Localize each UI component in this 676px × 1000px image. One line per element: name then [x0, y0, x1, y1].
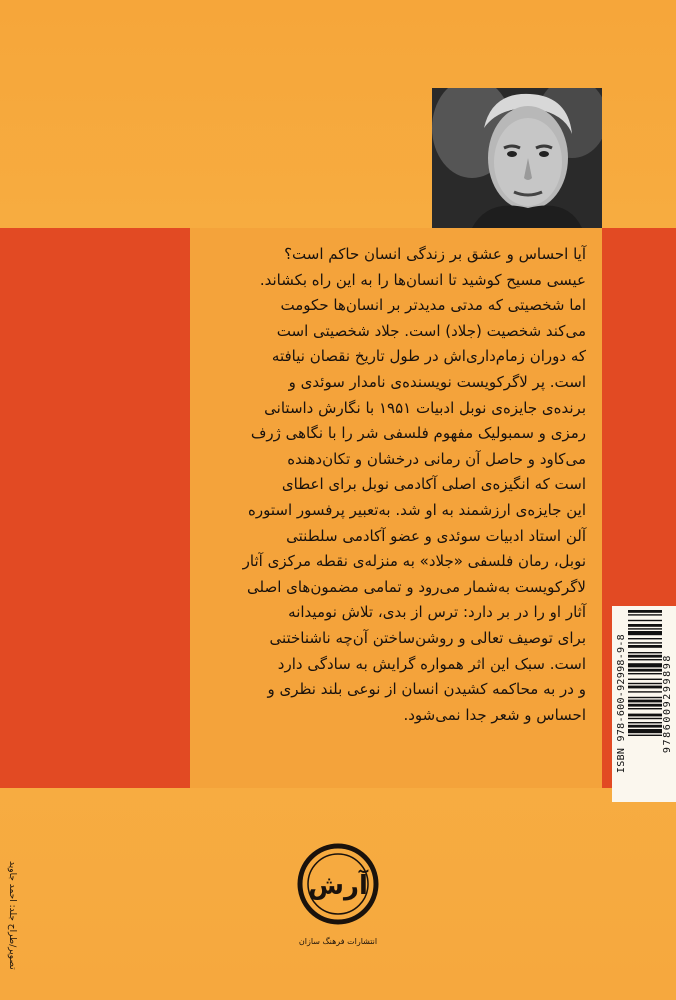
blurb-line: می‌کند شخصیت (جلاد) است. جلاد شخصیتی است [276, 321, 586, 340]
barcode-bar [628, 669, 662, 672]
barcode-bar [628, 691, 662, 692]
barcode-bar [628, 631, 662, 635]
barcode-bar [628, 642, 662, 643]
barcode-bar [628, 673, 662, 674]
text-panel [190, 228, 602, 788]
blurb-line: آثار او را در بر دارد: ترس از بدی، تلاش نومیدانه [288, 603, 586, 622]
barcode-bar [628, 718, 662, 719]
barcode-bar [628, 655, 662, 658]
barcode-bar [628, 722, 662, 723]
barcode-bar [628, 714, 662, 717]
barcode-bar [628, 659, 662, 660]
barcode-bar [628, 620, 662, 621]
cover-credit [4, 840, 20, 990]
publisher-small-text: انتشارات فرهنگ سازان [298, 937, 378, 946]
blurb-line: آیا احساس و عشق بر زندگی انسان حاکم است؟ [284, 245, 586, 263]
barcode-bar [628, 683, 662, 684]
blurb-line: اما شخصیتی که مدتی مدیدتر بر انسان‌ها حکومت [280, 296, 586, 315]
author-portrait-drawing [432, 88, 602, 228]
blurb-line: و در به محاکمه کشیدن انسان از نوعی بلند نظری و [267, 680, 586, 699]
publisher-logo [290, 840, 386, 968]
barcode-bar [628, 610, 662, 613]
blurb-line: می‌کاود و حاصل آن رمانی درخشان و تکان‌دهنده [287, 449, 586, 468]
blurb-line: لاگرکویست به‌شمار می‌رود و تمامی مضمون‌های اصلی [246, 577, 586, 596]
blurb-line: برای توصیف تعالی و روشن‌ساختن آن‌چه ناشناختنی [269, 628, 586, 647]
blurb-line: آلن استاد ادبیات سوئدی و عضو آکادمی سلطنتی [286, 526, 586, 545]
barcode-bar [628, 704, 662, 707]
barcode-bar [628, 700, 662, 703]
barcode-bar [628, 663, 662, 667]
blurb-line: این جایزه‌ی ارزشمند به او شد. به‌تعبیر پرفسور استوره [248, 500, 586, 519]
blurb-line: است که انگیزه‌ی اصلی آکادمی نوبل برای اعطای [281, 475, 586, 494]
publisher-logo-text: آرش [308, 871, 368, 901]
blurb-line: رمزی و سمبولیک مفهوم فلسفی شر را با نگاهی ژرف [250, 424, 586, 443]
barcode-bar [628, 725, 662, 728]
barcode-bar [628, 638, 662, 639]
barcode-bar [628, 686, 662, 689]
blurb-line: است. پر لاگرکویست نویسنده‌ی نامدار سوئدی و [288, 372, 586, 391]
blurb-line: عیسی مسیح کوشید تا انسان‌ها را به این راه بکشاند. [259, 270, 586, 289]
barcode-bar [628, 697, 662, 698]
blurb-line: است. سبک این اثر همواره گرایش به سادگی دارد [277, 654, 586, 673]
barcode-bar [628, 708, 662, 709]
barcode-bar [628, 679, 662, 680]
blurb-line: که دوران زمام‌داری‌اش در طول تاریخ نقصان نیافته [271, 347, 586, 366]
author-portrait [432, 88, 602, 228]
blurb-line: نوبل، رمان فلسفی «جلاد» به منزله‌ی نقطه مرکزی آثار [242, 552, 586, 571]
blurb-line: برنده‌ی جایزه‌ی نوبل ادبیات ۱۹۵۱ با نگارش داستانی [264, 398, 586, 417]
isbn-label-text: ISBN 978-600-92998-9-8 [615, 634, 627, 774]
barcode-digits-text: 9786009299898 [661, 654, 673, 754]
barcode-bar [628, 628, 662, 629]
isbn-label [614, 606, 628, 802]
back-cover-blurb [202, 242, 586, 728]
barcode-bar [628, 735, 662, 736]
barcode-icon [628, 610, 662, 788]
barcode-bar [628, 729, 662, 733]
barcode-bar [628, 645, 662, 648]
barcode-bar [628, 614, 662, 615]
barcode-digits [660, 606, 674, 802]
barcode-bar [628, 652, 662, 653]
blurb-line: احساس و شعر جدا نمی‌شود. [403, 705, 586, 724]
barcode-bar [628, 624, 662, 627]
cover-credit-text: تصویر/طراح جلد: احمد جاوید [7, 860, 17, 970]
